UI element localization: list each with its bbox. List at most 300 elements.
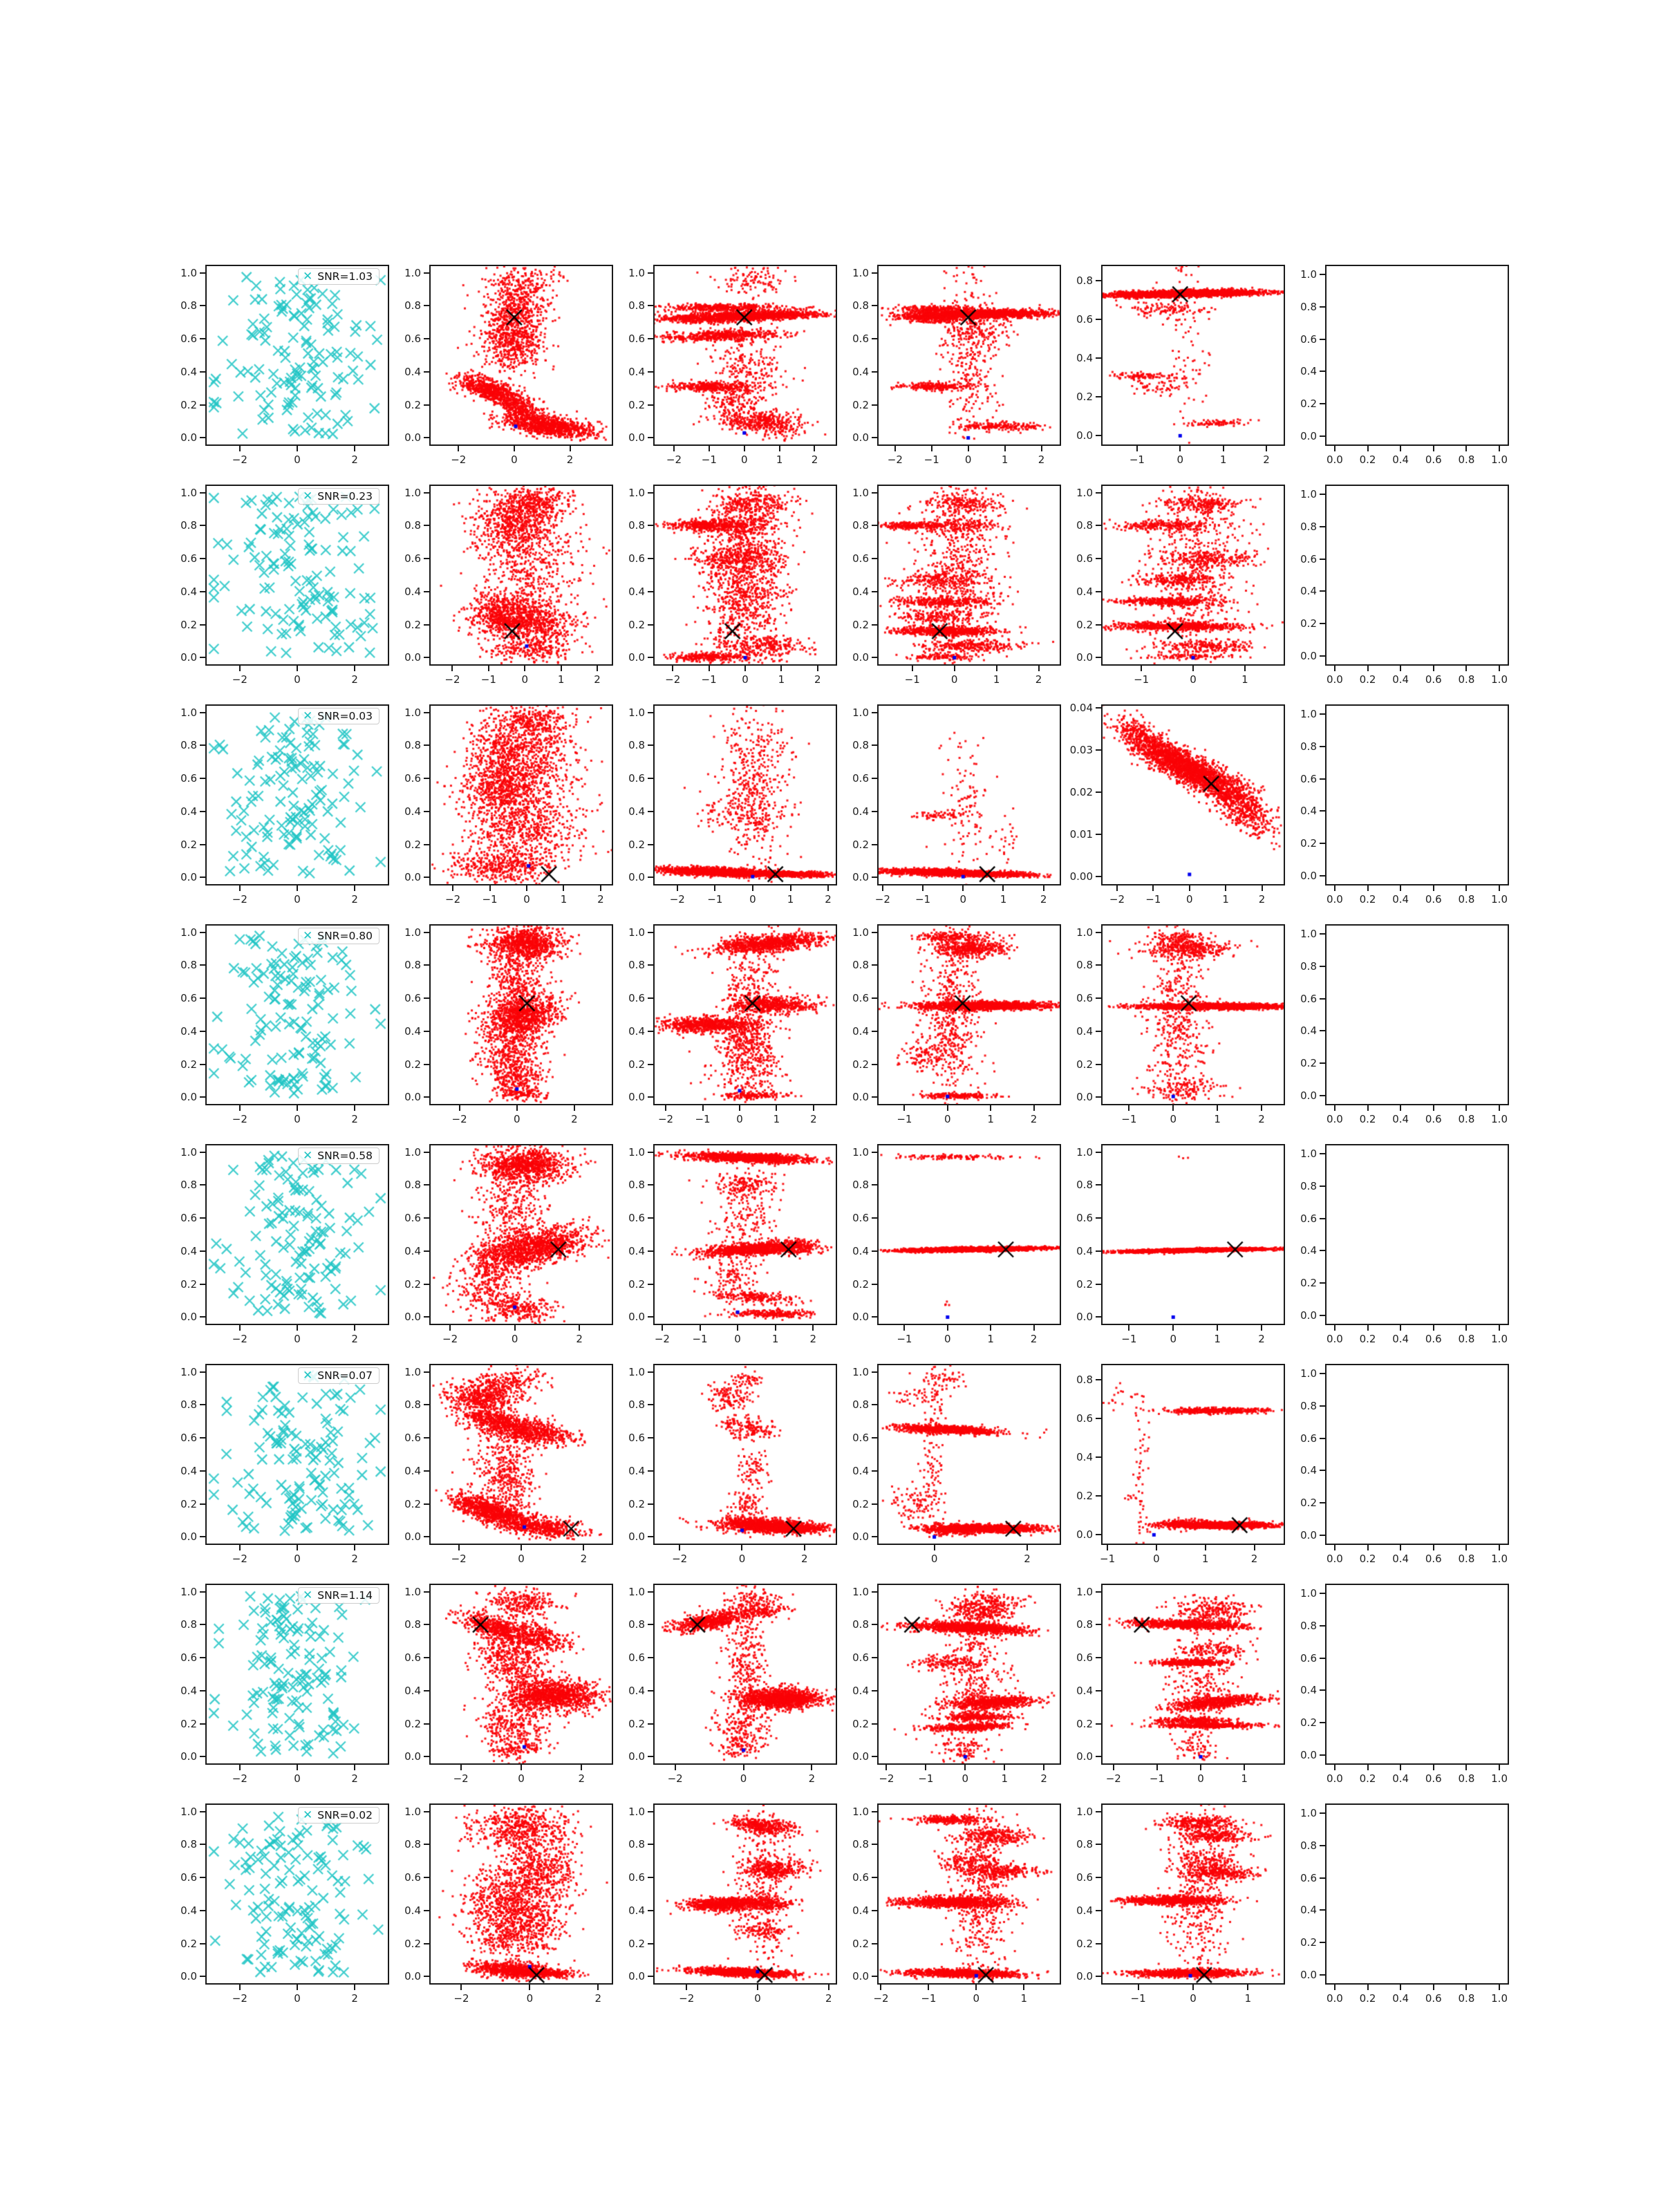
x-tick-label: −1 [918,1772,934,1785]
x-tick-mark [521,1765,522,1770]
x-tick-mark [239,885,241,891]
x-tick-label: −2 [453,1772,469,1785]
x-tick-mark [880,1985,881,1990]
plot-panel-r7-c4 [877,1584,1061,1765]
y-tick-label: 0.0 [1300,650,1317,663]
x-tick-label: 0.6 [1425,1333,1442,1345]
x-tick-label: 2 [825,893,832,906]
y-tick-label: 0.8 [1300,1619,1317,1632]
x-tick-mark [297,666,298,671]
y-tick-label: 0.4 [180,1024,197,1038]
x-tick-label: 0.2 [1359,1333,1376,1345]
plot-panel-r8-c5 [1101,1803,1285,1985]
x-tick-mark [354,1545,355,1550]
y-tick-mark [424,657,429,658]
x-tick-mark [743,1765,744,1770]
y-tick-label: 0.4 [852,805,869,818]
x-tick-label: −1 [897,1333,912,1345]
y-tick-mark [648,591,653,592]
y-tick-mark [424,1217,429,1219]
x-tick-mark [1400,1545,1401,1550]
x-tick-mark [1156,1545,1157,1550]
y-tick-mark [648,1371,653,1373]
y-tick-mark [648,1096,653,1098]
x-tick-label: −1 [701,453,717,466]
y-tick-mark [1096,1690,1101,1691]
y-tick-mark [1096,1844,1101,1845]
x-tick-mark [1217,1105,1218,1111]
plot-panel-r5-c4 [877,1144,1061,1325]
y-tick-mark [200,558,205,559]
x-tick-mark [1041,446,1042,451]
y-tick-label: 0.4 [1300,1684,1317,1697]
y-tick-label: 0.8 [404,1618,421,1631]
x-tick-mark [885,1765,887,1770]
x-tick-mark [1141,666,1142,671]
y-tick-mark [648,1503,653,1505]
x-tick-mark [239,666,241,671]
y-tick-label: 0.8 [1076,274,1093,288]
y-tick-label: 1.0 [1300,268,1317,281]
x-tick-label: 0.8 [1458,1553,1475,1565]
y-tick-label: 1.0 [1076,926,1093,939]
x-tick-mark [574,1105,575,1111]
y-tick-mark [424,1371,429,1373]
y-tick-mark [1096,1723,1101,1725]
y-tick-mark [648,1316,653,1318]
plot-panel-r6-c5 [1101,1364,1285,1545]
x-tick-mark [1205,1545,1206,1550]
legend-x-marker-icon: ✕ [303,1808,313,1822]
x-tick-label: −2 [667,1772,683,1785]
x-tick-mark [239,1985,241,1990]
y-tick-mark [648,1284,653,1285]
y-tick-mark [1320,1877,1325,1879]
y-tick-mark [424,1184,429,1185]
x-tick-label: 2 [1040,893,1047,906]
snr-legend-label: SNR=1.03 [317,270,373,283]
y-tick-mark [1320,1754,1325,1756]
x-tick-label: 2 [801,1553,808,1565]
y-tick-mark [648,437,653,438]
y-tick-mark [1096,791,1101,793]
y-tick-mark [1096,932,1101,933]
x-tick-label: 0.2 [1359,453,1376,466]
x-tick-mark [714,885,715,891]
y-tick-label: 0.4 [628,585,645,598]
y-tick-label: 0.8 [404,1179,421,1192]
y-tick-mark [424,1844,429,1845]
y-tick-label: 1.0 [628,1585,645,1598]
y-tick-label: 0.0 [1076,1528,1093,1541]
x-tick-label: 0 [959,893,967,906]
x-tick-mark [903,1325,905,1331]
y-tick-label: 0.0 [1300,1749,1317,1762]
y-tick-mark [200,1624,205,1625]
y-tick-label: 0.4 [852,1024,869,1038]
y-tick-mark [648,371,653,373]
y-tick-mark [424,1943,429,1944]
y-tick-mark [648,1756,653,1757]
x-tick-label: 0.8 [1458,1113,1475,1125]
x-tick-mark [709,446,710,451]
x-tick-mark [563,885,564,891]
x-tick-label: −2 [666,453,682,466]
y-tick-mark [200,811,205,812]
y-tick-label: 0.8 [1076,959,1093,972]
x-tick-label: 0 [294,893,301,906]
y-tick-label: 1.0 [180,1805,197,1818]
x-tick-mark [775,1325,776,1331]
x-tick-mark [458,1545,460,1550]
y-tick-mark [200,525,205,526]
x-tick-label: 2 [351,1992,358,2005]
y-tick-mark [424,1437,429,1438]
y-tick-label: 0.6 [1300,1871,1317,1884]
y-tick-label: 0.8 [852,1398,869,1412]
plot-panel-r8-c1 [205,1803,389,1985]
y-tick-mark [872,1404,877,1405]
x-tick-label: 0 [294,1333,301,1345]
x-tick-mark [1152,885,1154,891]
x-tick-label: −2 [1109,893,1125,906]
x-tick-label: 0 [294,1553,301,1565]
x-tick-label: 0 [736,1113,743,1125]
x-tick-mark [1367,1545,1369,1550]
y-tick-mark [648,1404,653,1405]
y-tick-mark [1320,1470,1325,1471]
x-tick-mark [947,1105,948,1111]
y-tick-label: 0.4 [404,1904,421,1917]
y-tick-label: 0.8 [852,739,869,752]
y-tick-label: 1.0 [404,1585,421,1598]
y-tick-mark [648,1690,653,1691]
y-tick-mark [1320,1153,1325,1154]
x-tick-label: 2 [1024,1553,1031,1565]
x-tick-label: −1 [1134,673,1150,686]
y-tick-label: 0.4 [1300,1464,1317,1477]
y-tick-label: 0.4 [852,365,869,378]
plot-panel-r3-c3 [653,704,837,885]
y-tick-label: 1.0 [628,1365,645,1378]
y-tick-label: 0.8 [628,959,645,972]
legend-x-marker-icon: ✕ [303,1368,313,1382]
x-tick-mark [1400,885,1401,891]
x-tick-label: 1 [787,893,794,906]
x-tick-mark [968,446,969,451]
x-tick-label: −2 [232,1992,247,2005]
y-tick-mark [872,1811,877,1812]
y-tick-mark [424,1470,429,1472]
y-tick-label: 0.6 [1300,1651,1317,1665]
y-tick-label: 0.0 [852,431,869,444]
x-tick-label: 0.8 [1458,673,1475,686]
y-tick-mark [424,1811,429,1812]
x-tick-mark [752,885,753,891]
scatter-canvas-r5-c1 [207,1145,388,1324]
snr-legend [298,268,379,285]
y-tick-mark [1096,1591,1101,1593]
y-tick-label: 0.0 [1076,1750,1093,1763]
y-tick-label: 0.2 [404,1717,421,1730]
y-tick-mark [1320,1282,1325,1284]
snr-legend-label: SNR=0.02 [317,1809,373,1821]
y-tick-label: 0.0 [852,871,869,884]
y-tick-label: 1.0 [628,926,645,939]
x-tick-label: 1.0 [1491,1772,1508,1785]
y-tick-label: 1.0 [852,1365,869,1378]
x-tick-label: 0 [294,673,301,686]
x-tick-label: −2 [232,453,247,466]
y-tick-label: 0.2 [404,1277,421,1291]
scatter-canvas-r3-c1 [207,706,388,884]
scatter-canvas-r3-c5 [1103,706,1284,884]
x-tick-label: 1 [1201,1553,1209,1565]
plot-panel-r6-c6 [1325,1364,1509,1545]
x-tick-mark [1334,1105,1335,1111]
y-tick-mark [872,744,877,746]
x-tick-label: 0 [964,453,972,466]
x-tick-mark [354,1325,355,1331]
y-tick-label: 0.6 [404,772,421,785]
y-tick-mark [424,811,429,812]
x-tick-label: 0.6 [1425,453,1442,466]
y-tick-label: 0.6 [1076,1212,1093,1225]
y-tick-mark [1320,778,1325,780]
x-tick-mark [459,1105,460,1111]
x-tick-mark [675,1765,676,1770]
snr-legend [298,1807,379,1824]
legend-x-marker-icon: ✕ [303,269,313,283]
y-tick-mark [872,1844,877,1845]
x-tick-mark [741,1545,742,1550]
y-tick-label: 0.8 [1076,1179,1093,1192]
y-tick-mark [1096,492,1101,494]
y-tick-mark [1320,1185,1325,1187]
x-tick-mark [662,1325,663,1331]
x-tick-mark [757,1985,758,1990]
y-tick-mark [1320,623,1325,624]
y-tick-label: 0.4 [404,1244,421,1257]
x-tick-label: 1 [987,1113,994,1125]
x-tick-mark [827,885,829,891]
y-tick-label: 0.2 [1300,837,1317,850]
y-tick-label: 1.0 [628,706,645,719]
x-tick-mark [828,1985,830,1990]
y-tick-label: 0.8 [1076,1618,1093,1631]
y-tick-label: 0.2 [1076,1058,1093,1071]
plot-panel-r8-c2 [429,1803,613,1985]
x-tick-mark [947,1325,948,1331]
y-tick-mark [648,404,653,406]
x-tick-mark [1499,1985,1500,1990]
y-tick-mark [424,778,429,779]
x-tick-mark [1465,666,1467,671]
x-tick-mark [1004,446,1006,451]
x-tick-label: −1 [915,893,931,906]
scatter-canvas-r6-c4 [879,1365,1060,1544]
plot-panel-r3-c6 [1325,704,1509,885]
y-tick-label: 0.0 [180,871,197,884]
y-tick-label: 0.2 [628,838,645,851]
x-tick-label: 0 [294,453,301,466]
y-tick-mark [872,437,877,438]
x-tick-mark [1004,1765,1005,1770]
x-tick-mark [354,1105,355,1111]
x-tick-label: 1.0 [1491,673,1508,686]
plot-panel-r3-c2 [429,704,613,885]
x-tick-label: 0 [1177,453,1184,466]
y-tick-mark [200,1470,205,1472]
y-tick-label: 0.8 [1300,1839,1317,1852]
y-tick-mark [200,1943,205,1944]
y-tick-label: 0.6 [180,772,197,785]
y-tick-label: 0.8 [628,1618,645,1631]
y-tick-label: 0.0 [404,1970,421,1983]
x-tick-label: −2 [665,673,681,686]
y-tick-label: 1.0 [1300,1586,1317,1600]
x-tick-mark [739,1105,740,1111]
y-tick-mark [424,1316,429,1318]
plot-panel-r4-c2 [429,924,613,1105]
y-tick-mark [872,778,877,779]
y-tick-label: 0.0 [404,431,421,444]
y-tick-label: 0.8 [628,519,645,532]
x-tick-mark [744,446,745,451]
y-tick-mark [872,1624,877,1625]
y-tick-mark [200,1184,205,1185]
y-tick-label: 0.6 [1300,772,1317,785]
y-tick-label: 0.2 [628,398,645,411]
x-tick-label: 0 [738,1553,746,1565]
y-tick-mark [872,525,877,526]
y-tick-label: 0.0 [1076,1311,1093,1324]
y-tick-label: 0.6 [852,772,869,785]
x-tick-mark [354,1765,355,1770]
y-tick-mark [872,1536,877,1537]
y-tick-mark [1320,1593,1325,1594]
y-tick-label: 0.2 [628,618,645,631]
x-tick-mark [1433,1325,1434,1331]
x-tick-label: −1 [707,893,723,906]
x-tick-mark [665,1105,666,1111]
x-tick-label: 0.6 [1425,673,1442,686]
y-tick-label: 1.0 [180,1365,197,1378]
y-tick-label: 1.0 [180,926,197,939]
x-tick-mark [1334,885,1335,891]
x-tick-mark [1113,1765,1114,1770]
y-tick-label: 0.4 [628,365,645,378]
y-tick-label: 0.6 [404,1871,421,1884]
x-tick-mark [1038,666,1040,671]
y-tick-label: 0.8 [180,519,197,532]
y-tick-mark [424,1096,429,1098]
x-tick-label: 1 [1244,1992,1252,2005]
x-tick-mark [597,1985,599,1990]
y-tick-label: 0.4 [1076,1244,1093,1257]
y-tick-mark [648,1624,653,1625]
y-tick-mark [200,272,205,274]
y-tick-mark [872,1217,877,1219]
y-tick-mark [1096,280,1101,281]
x-tick-label: 1.0 [1491,453,1508,466]
x-tick-mark [1179,446,1181,451]
y-tick-label: 1.0 [1300,1367,1317,1380]
x-tick-mark [1367,885,1369,891]
x-tick-mark [882,885,883,891]
y-tick-mark [424,1536,429,1537]
x-tick-label: 1 [560,893,568,906]
y-tick-mark [1320,966,1325,967]
y-tick-mark [200,492,205,494]
y-tick-label: 0.2 [852,618,869,631]
y-tick-mark [872,1503,877,1505]
y-tick-label: 0.0 [404,1530,421,1544]
scatter-canvas-r3-c4 [879,706,1060,884]
y-tick-mark [872,1591,877,1593]
x-tick-mark [1223,446,1224,451]
y-tick-mark [872,1976,877,1977]
y-tick-label: 0.2 [1076,391,1093,404]
y-tick-label: 1.0 [1300,707,1317,720]
y-tick-label: 0.4 [404,585,421,598]
y-tick-label: 0.4 [1300,1024,1317,1038]
y-tick-mark [200,932,205,933]
x-tick-label: 1 [771,1333,779,1345]
x-tick-label: 2 [1263,453,1270,466]
y-tick-label: 0.0 [852,651,869,664]
x-tick-label: 0 [740,453,748,466]
x-tick-mark [1433,666,1434,671]
x-tick-label: 0.0 [1326,1553,1343,1565]
scatter-canvas-r4-c3 [655,926,836,1104]
y-tick-label: 1.0 [180,706,197,719]
x-tick-mark [570,446,571,451]
y-tick-label: 0.4 [1300,585,1317,598]
y-tick-mark [424,712,429,713]
y-tick-label: 0.0 [180,1750,197,1763]
y-tick-label: 0.8 [852,299,869,312]
x-tick-label: 0.6 [1425,893,1442,906]
y-tick-mark [200,1031,205,1032]
y-tick-mark [200,1976,205,1977]
y-tick-mark [1096,1152,1101,1153]
x-tick-mark [928,1985,929,1990]
y-tick-label: 0.6 [852,1651,869,1665]
x-tick-mark [1334,1545,1335,1550]
y-tick-label: 0.8 [404,1398,421,1412]
y-tick-mark [1096,558,1101,559]
y-tick-mark [424,371,429,373]
plot-panel-r2-c5 [1101,485,1285,666]
y-tick-mark [1096,624,1101,626]
x-tick-label: 0 [749,893,756,906]
y-tick-mark [1096,997,1101,999]
y-tick-label: 0.02 [1069,786,1093,799]
y-tick-mark [200,371,205,373]
y-tick-mark [1320,843,1325,844]
y-tick-mark [1320,590,1325,592]
y-tick-label: 0.0 [628,1311,645,1324]
y-tick-label: 1.0 [404,266,421,279]
y-tick-mark [872,877,877,878]
y-tick-label: 0.8 [1300,1179,1317,1192]
snr-legend-label: SNR=0.58 [317,1150,373,1162]
x-tick-label: 2 [566,453,574,466]
y-tick-mark [200,712,205,713]
legend-x-marker-icon: ✕ [303,928,313,943]
x-tick-label: −2 [654,1333,670,1345]
